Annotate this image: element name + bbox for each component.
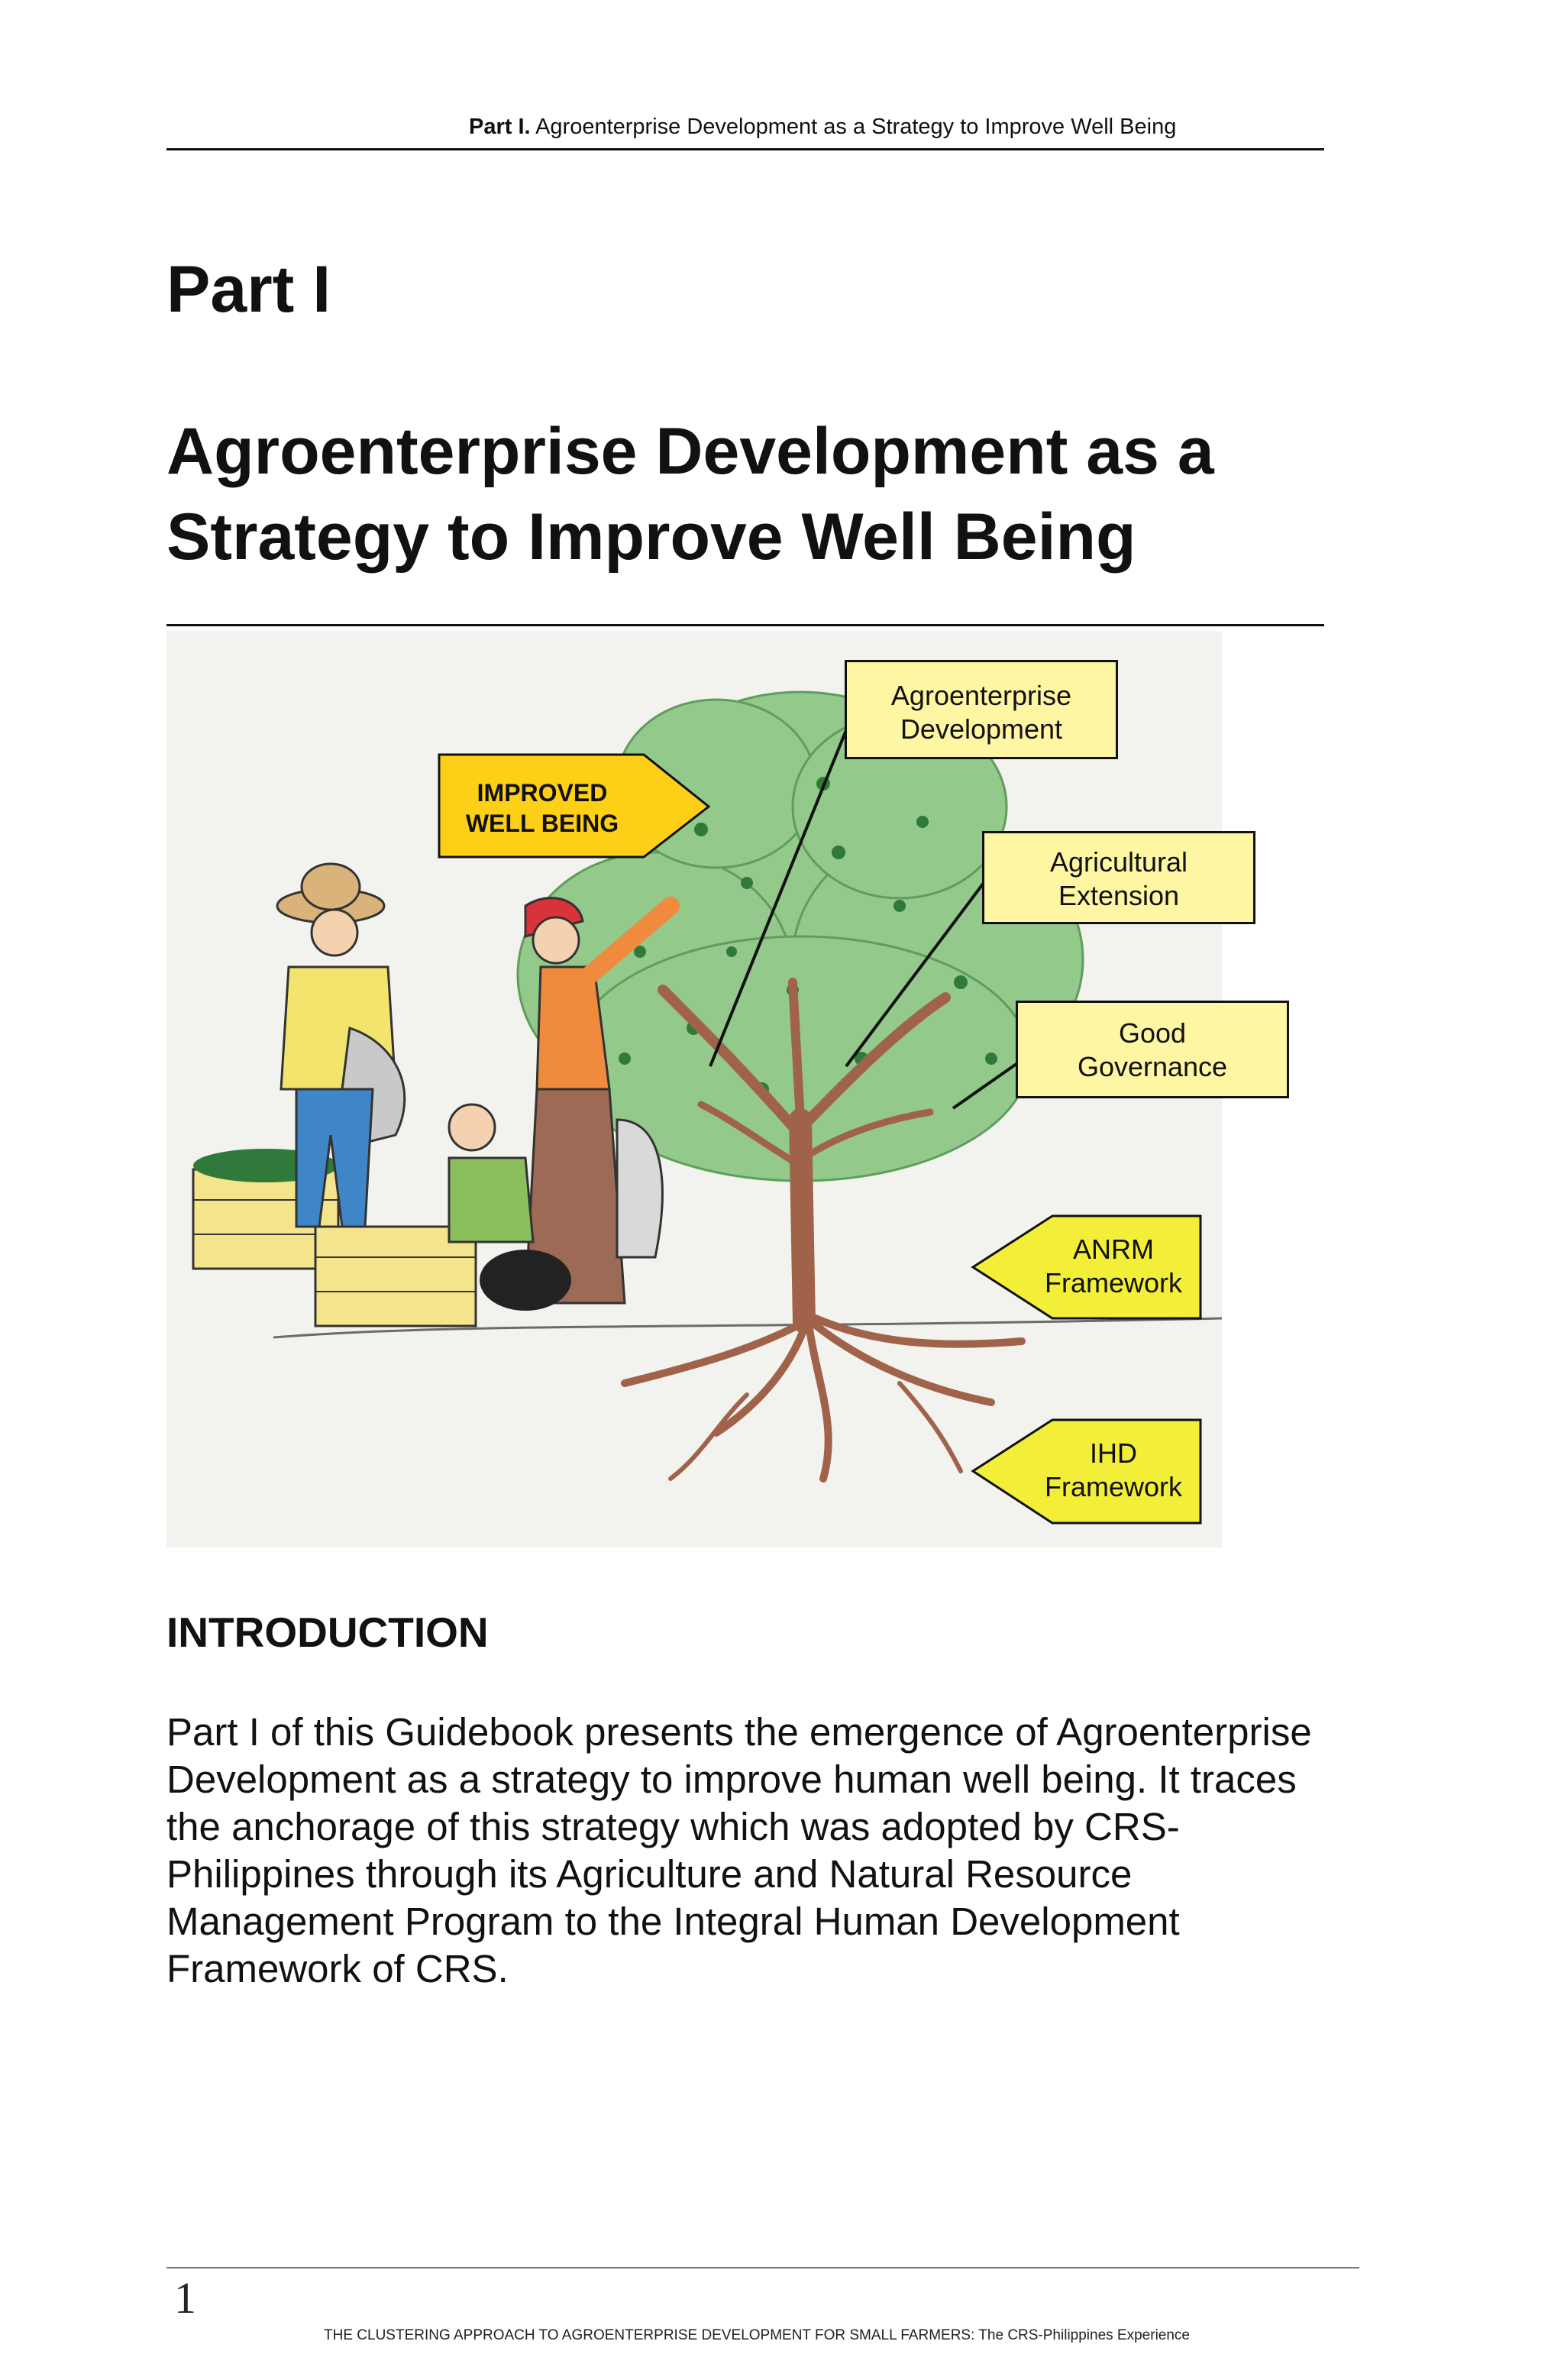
- footer-rule: [166, 2267, 1359, 2268]
- title-rule: [166, 624, 1324, 626]
- part-label: Part I: [166, 253, 331, 326]
- callout-extension-line-2: Extension: [1058, 880, 1180, 911]
- callout-extension: [982, 831, 1255, 924]
- tree-illustration: [166, 631, 1228, 1547]
- callout-agroenterprise: [845, 660, 1118, 759]
- wellbeing-label: [443, 778, 641, 839]
- header-rule: [166, 148, 1324, 150]
- page-title: Agroenterprise Development as a Strategy to Improve Well Being: [166, 415, 1214, 574]
- ihd-line-2: Framework: [1044, 1471, 1183, 1502]
- anrm-line-1: ANRM: [1073, 1234, 1154, 1265]
- callout-governance-line-1: Good: [1118, 1017, 1187, 1049]
- callout-agroenterprise-line-2: Development: [900, 713, 1063, 745]
- callout-agroenterprise-line-1: Agroenterprise: [890, 680, 1072, 711]
- callout-governance-line-2: Governance: [1077, 1051, 1228, 1082]
- wellbeing-line-1: IMPROVED: [477, 779, 608, 807]
- intro-heading: INTRODUCTION: [166, 1609, 489, 1656]
- callout-extension-line-1: Agricultural: [1049, 846, 1188, 878]
- running-header: [469, 115, 1176, 140]
- footer-book-title: THE CLUSTERING APPROACH TO AGROENTERPRISE DEVELOPMENT FOR SMALL FARMERS: The CRS-Philippines Experience: [324, 2327, 1190, 2343]
- anrm-label: [1029, 1233, 1197, 1300]
- running-header-title: Agroenterprise Development as a Strategy to Improve Well Being: [535, 115, 1177, 139]
- callout-governance: [1016, 1001, 1289, 1098]
- intro-body: Part I of this Guidebook presents the emergence of Agroenterprise Development as a strategy to improve human well being. It traces the anchorage of this strategy which was adopted by CRS-Philippines through its Agriculture and Natural Resource Management Program to the Integral Human Development Framework of CRS.: [166, 1710, 1312, 1990]
- wellbeing-line-2: WELL BEING: [465, 810, 619, 837]
- page-number: 1: [174, 2273, 196, 2323]
- ihd-line-1: IHD: [1090, 1437, 1137, 1469]
- running-header-part: Part I.: [469, 115, 531, 139]
- anrm-line-2: Framework: [1044, 1267, 1183, 1298]
- ihd-label: [1029, 1437, 1197, 1504]
